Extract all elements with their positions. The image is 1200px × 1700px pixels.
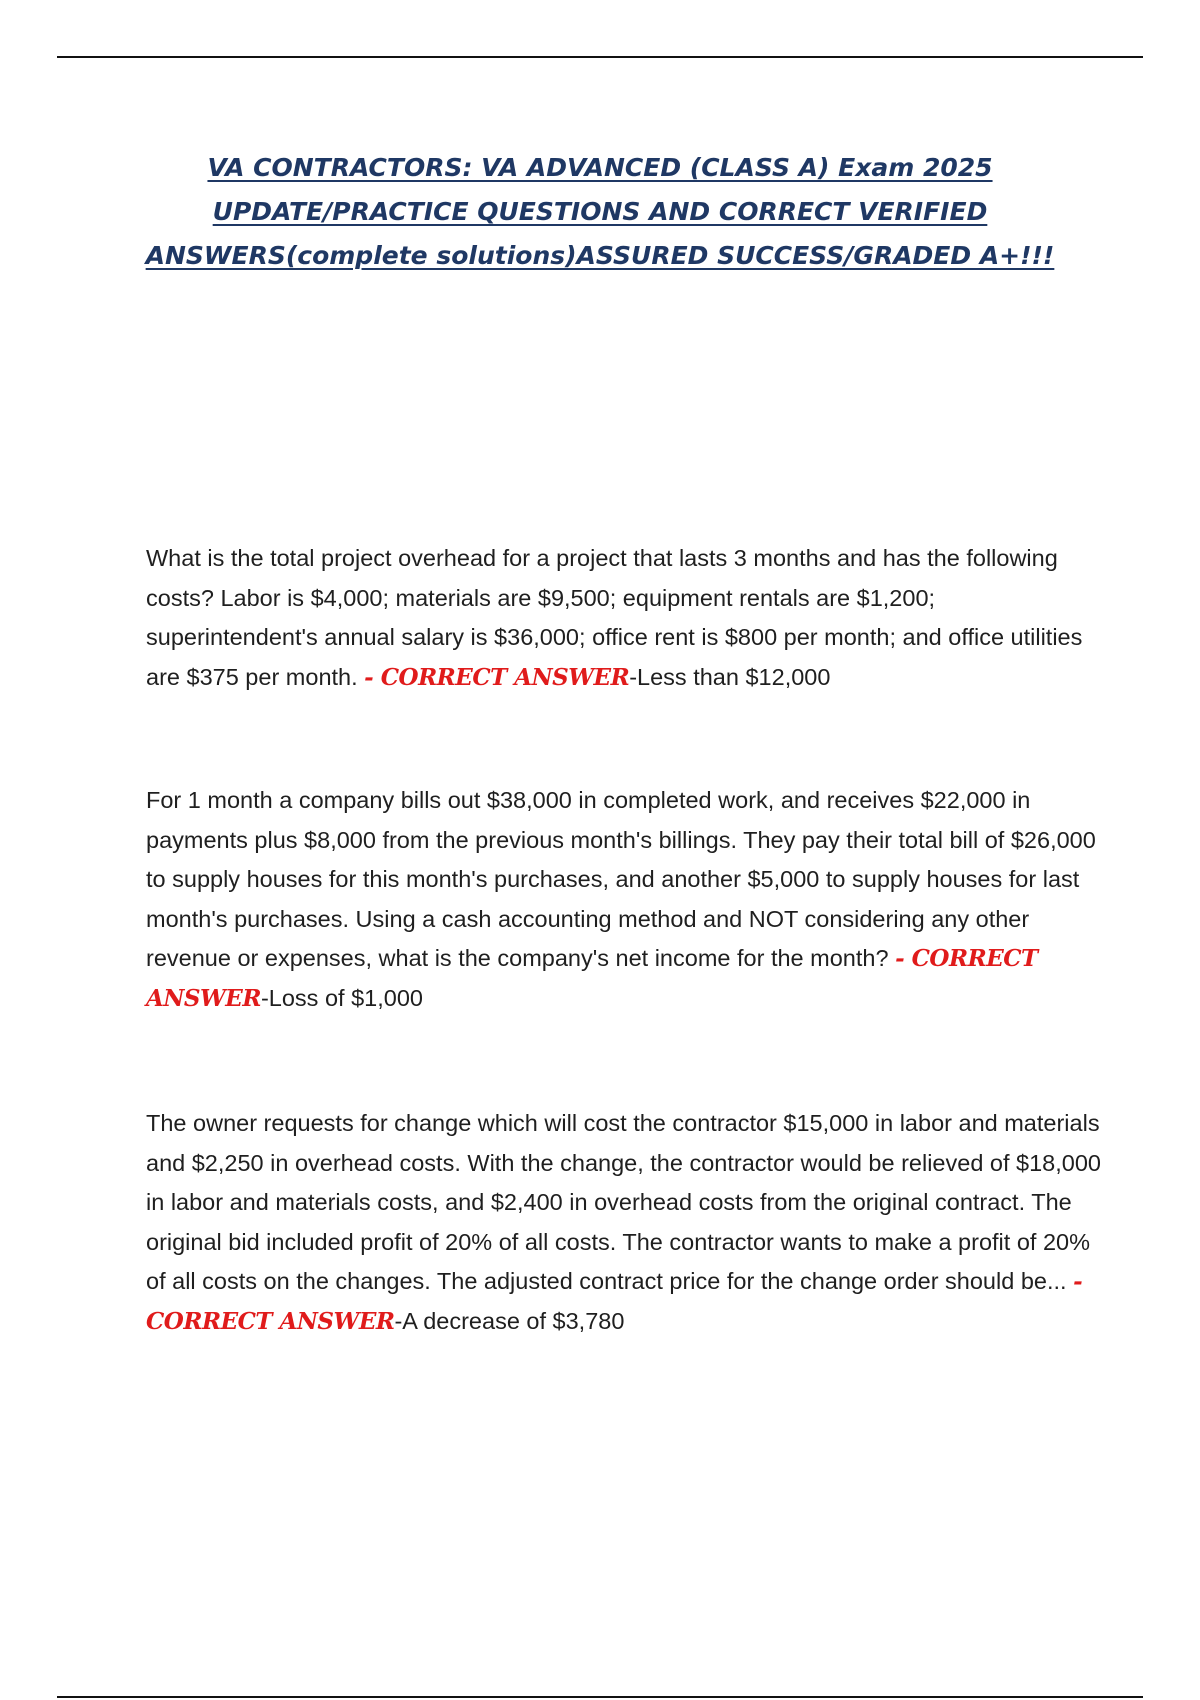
answer-text: -Loss of $1,000 — [260, 984, 423, 1011]
correct-answer-marker: - CORRECT ANSWER — [146, 945, 1038, 1012]
answer-text: -Less than $12,000 — [629, 663, 831, 690]
footer-rule — [57, 1696, 1143, 1698]
title-line-3: ANSWERS(complete solutions)ASSURED SUCCESS/GRADED A+!!! — [145, 241, 1055, 270]
question-text: For 1 month a company bills out $38,000 in completed work, and receives $22,000 in payments plus $8,000 from the previous month's billings. They pay their total bill of $26,000 to supply houses for this month's purchases, and another $5,000 to supply houses for last month's purchases. Using a cash accounting method and NOT considering any other revenue or expenses, what is the company's net income for the month? — [146, 787, 1096, 971]
qa-item — [146, 781, 1106, 1018]
qa-item — [146, 539, 1106, 697]
correct-answer-marker: - CORRECT ANSWER — [146, 1268, 1083, 1335]
answer-text: -A decrease of $3,780 — [394, 1307, 625, 1334]
title-line-2: UPDATE/PRACTICE QUESTIONS AND CORRECT VERIFIED — [212, 197, 988, 226]
question-text: The owner requests for change which will cost the contractor $15,000 in labor and materials and $2,250 in overhead costs. With the change, the contractor would be relieved of $18,000 in labor and materials costs, and $2,400 in overhead costs from the original contract. The original bid included profit of 20% of all costs. The contractor wants to make a profit of 20% of all costs on the changes. The adjusted contract price for the change order should be... — [146, 1110, 1101, 1294]
question-text: What is the total project overhead for a project that lasts 3 months and has the following costs? Labor is $4,000; materials are $9,500; equipment rentals are $1,200; superintendent's annual salary is $36,000; office rent is $800 per month; and office utilities are $375 per month. — [146, 545, 1083, 690]
document-title — [120, 146, 1080, 278]
correct-answer-marker: - CORRECT ANSWER — [364, 663, 630, 691]
title-line-1: VA CONTRACTORS: VA ADVANCED (CLASS A) Exam 2025 — [207, 153, 993, 182]
qa-item — [146, 1104, 1106, 1341]
header-rule — [57, 56, 1143, 58]
